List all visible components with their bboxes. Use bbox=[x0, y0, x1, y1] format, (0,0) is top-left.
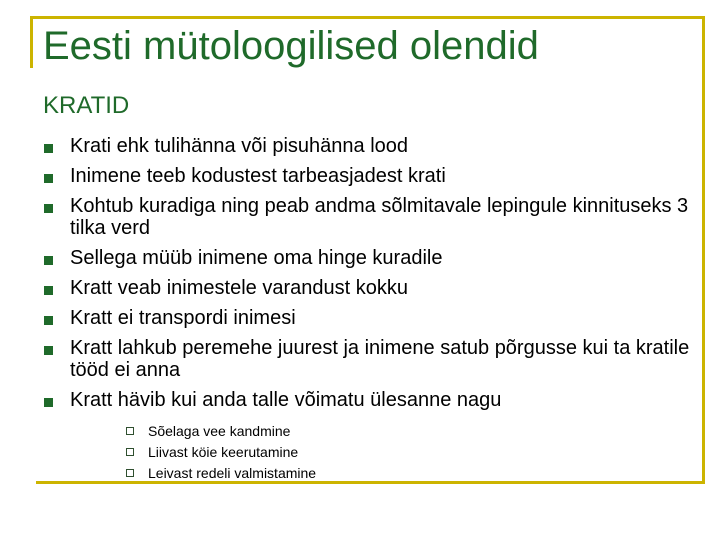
bullet-item bbox=[43, 337, 693, 381]
sub-bullet-text: Sõelaga vee kandmine bbox=[148, 423, 291, 439]
sub-bullet-item bbox=[126, 442, 316, 463]
bullet-item bbox=[43, 165, 693, 187]
square-bullet-icon bbox=[44, 346, 53, 355]
slide-title: Eesti mütoloogilised olendid bbox=[43, 24, 539, 68]
bullet-item bbox=[43, 277, 693, 299]
square-bullet-icon bbox=[44, 256, 53, 265]
bullet-item bbox=[43, 195, 693, 239]
bullet-list bbox=[43, 135, 693, 419]
square-bullet-icon bbox=[44, 174, 53, 183]
bullet-text: Sellega müüb inimene oma hinge kuradile bbox=[70, 247, 443, 269]
slide-subtitle: KRATID bbox=[43, 92, 130, 119]
sub-bullet-item bbox=[126, 463, 316, 484]
bullet-text: Kratt hävib kui anda talle võimatu ülesanne nagu bbox=[70, 389, 502, 411]
bullet-item bbox=[43, 247, 693, 269]
sub-bullet-item bbox=[126, 421, 316, 442]
bullet-item bbox=[43, 135, 693, 157]
square-bullet-icon bbox=[44, 204, 53, 213]
square-bullet-icon bbox=[44, 286, 53, 295]
bullet-item bbox=[43, 389, 693, 411]
checkbox-bullet-icon bbox=[126, 448, 134, 456]
checkbox-bullet-icon bbox=[126, 469, 134, 477]
frame-right-line bbox=[702, 16, 705, 483]
square-bullet-icon bbox=[44, 144, 53, 153]
bullet-text: Kratt ei transpordi inimesi bbox=[70, 307, 296, 329]
bullet-text: Kratt veab inimestele varandust kokku bbox=[70, 277, 408, 299]
bullet-text: Kohtub kuradiga ning peab andma sõlmitavale lepingule kinnituseks 3 tilka verd bbox=[70, 195, 689, 239]
frame-left-line bbox=[30, 16, 33, 68]
sub-bullet-list bbox=[126, 421, 316, 484]
bullet-text: Kratt lahkub peremehe juurest ja inimene satub põrgusse kui ta kratile tööd ei anna bbox=[70, 337, 690, 381]
square-bullet-icon bbox=[44, 316, 53, 325]
sub-bullet-text: Liivast köie keerutamine bbox=[148, 444, 299, 460]
bullet-item bbox=[43, 307, 693, 329]
bullet-text: Inimene teeb kodustest tarbeasjadest krati bbox=[70, 165, 446, 187]
square-bullet-icon bbox=[44, 398, 53, 407]
checkbox-bullet-icon bbox=[126, 427, 134, 435]
bullet-text: Krati ehk tulihänna või pisuhänna lood bbox=[70, 135, 409, 157]
frame-top-line bbox=[30, 16, 705, 19]
sub-bullet-text: Leivast redeli valmistamine bbox=[148, 465, 317, 481]
